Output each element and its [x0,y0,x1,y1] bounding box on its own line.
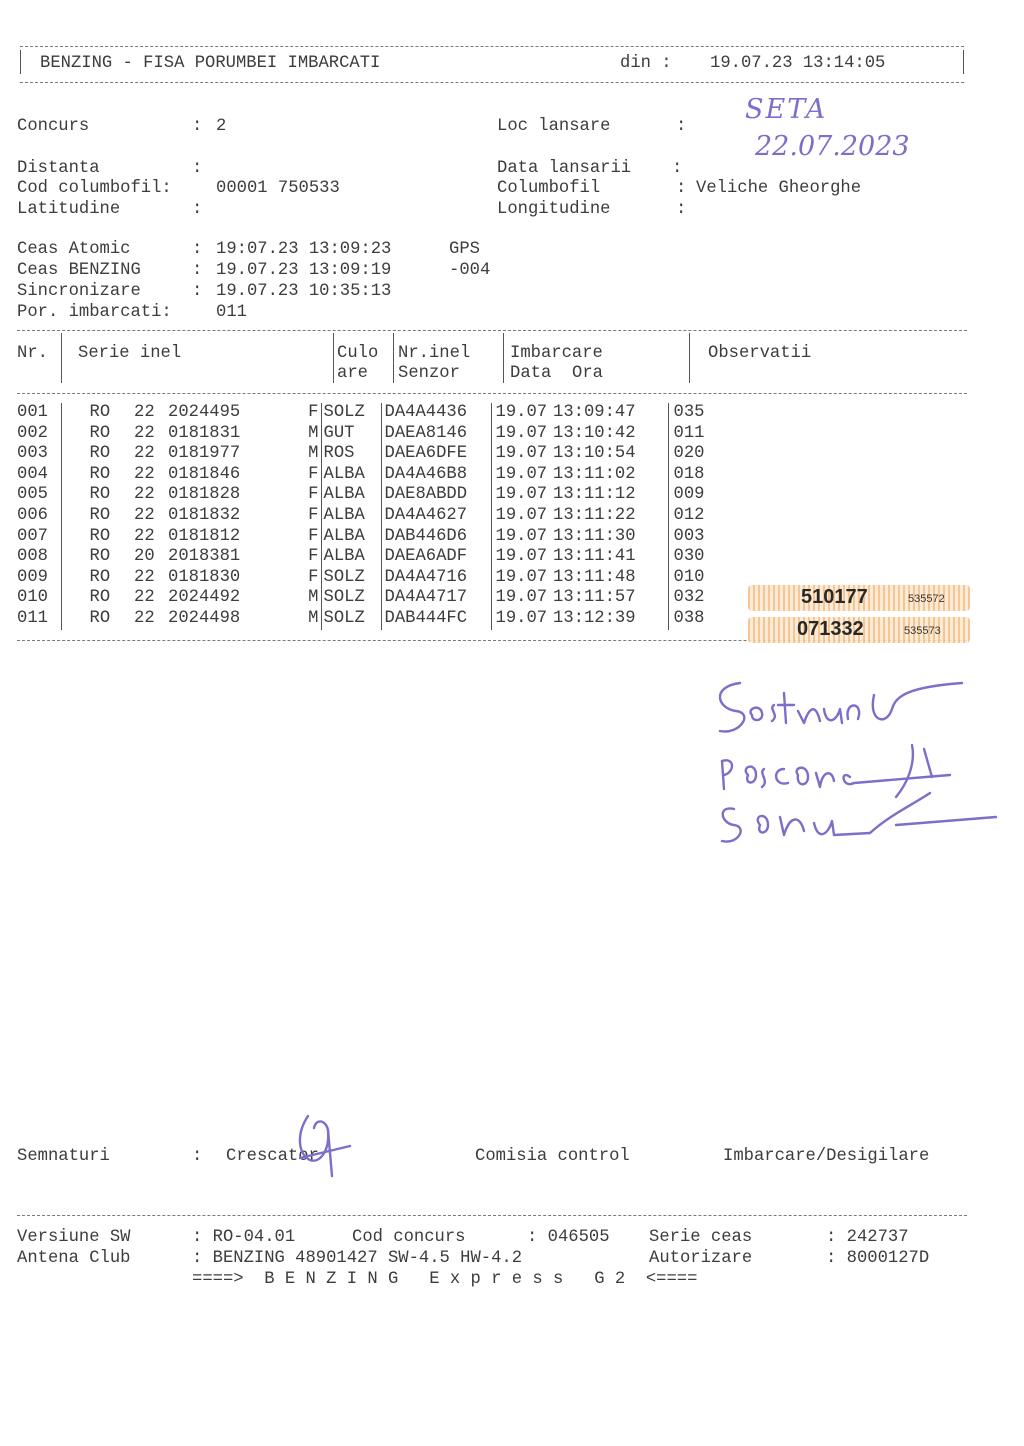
header-din-label: din : [620,54,672,73]
data-lansarii-colon: : [672,159,683,178]
row-sensor: DAB446D6 [381,527,491,548]
row-year: 22 [134,485,155,505]
row-sensor: DA4A4717 [381,588,491,609]
row-nr: 001 [17,403,48,422]
concurs-colon: : [192,117,203,136]
row-country: RO [61,506,134,527]
distanta-colon: : [192,159,203,178]
ceas-benzing-value: 19.07.23 13:09:19 [216,261,392,280]
serie-ceas-value: : 242737 [826,1228,909,1247]
row-date: 19.07 [491,506,553,527]
row-time: 13:11:57 [553,588,636,608]
table-row [17,444,728,465]
loc-lansare-colon: : [676,117,687,136]
row-time: 13:11:48 [553,567,636,587]
table-row [17,609,728,630]
columbofil-label: Columbofil [497,179,601,198]
row-date: 19.07 [491,568,553,589]
por-imbarcati-label: Por. imbarcati: [17,303,172,322]
row-ring: 0181831 [168,423,241,443]
seal-code-1: 510177 [801,586,868,608]
header-right-bar [963,50,964,74]
row-nr: 008 [17,547,48,567]
columbofil-value: Veliche Gheorghe [696,179,862,198]
row-year: 22 [134,423,155,443]
comisia-control-label: Comisia control [475,1147,630,1166]
row-sensor: DAE8ABDD [381,485,491,506]
table-col-divider-senzor [503,333,504,383]
row-ring: 2024492 [168,588,241,608]
handwritten-data-lansarii: 22.07.2023 [755,131,910,162]
row-country: RO [61,588,134,609]
row-country: RO [61,527,134,548]
versiune-sw-value: : RO-04.01 [192,1228,296,1247]
table-header-rule [17,393,967,394]
col-header-data: Data [510,364,552,383]
row-color: GUT [321,424,381,445]
cod-concurs-label: Cod concurs [352,1228,466,1247]
ceas-atomic-value: 19:07.23 13:09:23 [216,240,392,259]
antena-club-value: : BENZING 48901427 SW-4.5 HW-4.2 [192,1249,523,1268]
row-date: 19.07 [491,465,553,486]
row-obs: 012 [668,506,728,527]
row-sex: M [308,423,319,443]
data-lansarii-label: Data lansarii [497,159,632,178]
row-year: 22 [134,567,155,587]
row-date: 19.07 [491,547,553,568]
distanta-label: Distanta [17,159,100,178]
row-year: 22 [134,588,155,608]
row-color: ROS [321,444,381,465]
sincronizare-value: 19.07.23 10:35:13 [216,282,392,301]
row-sensor: DAEA6DFE [381,444,491,465]
row-nr: 002 [17,423,48,443]
crescator-signature [280,1110,360,1190]
latitudine-colon: : [192,200,203,219]
row-obs: 011 [668,424,728,445]
sincronizare-colon: : [192,282,203,301]
concurs-value: 2 [216,117,227,136]
row-year: 20 [134,547,155,567]
row-date: 19.07 [491,424,553,445]
row-nr: 003 [17,444,48,464]
row-date: 19.07 [491,444,553,465]
row-sex: F [308,403,319,422]
row-date: 19.07 [491,403,553,424]
header-din-value: 19.07.23 13:14:05 [710,54,886,73]
row-country: RO [61,609,134,630]
row-nr: 005 [17,485,48,505]
serie-ceas-label: Serie ceas [649,1228,753,1247]
header-top-rule [20,46,964,47]
row-ring: 0181812 [168,526,241,546]
ceas-atomic-colon: : [192,240,203,259]
row-color: ALBA [321,547,381,568]
row-sex: M [308,444,319,464]
row-country: RO [61,403,134,424]
row-color: ALBA [321,485,381,506]
row-sex: F [308,567,319,587]
loc-lansare-label: Loc lansare [497,117,611,136]
cod-columbofil-label: Cod columbofil: [17,179,172,198]
row-time: 13:09:47 [553,403,636,422]
boarded-pigeons-table [17,403,728,630]
row-sex: F [308,464,319,484]
semnaturi-colon: : [192,1147,203,1166]
ceas-atomic-label: Ceas Atomic [17,240,131,259]
row-year: 22 [134,608,155,628]
row-time: 13:10:54 [553,444,636,464]
col-header-senzor: Senzor [398,364,460,383]
row-sex: F [308,485,319,505]
imbarcare-desigilare-label: Imbarcare/Desigilare [723,1147,930,1166]
col-header-nr: Nr. [17,344,48,363]
header-left-bar [20,50,21,74]
row-ring: 0181832 [168,505,241,525]
row-nr: 007 [17,526,48,546]
row-sex: F [308,505,319,525]
benzing-express-banner: ====> B E N Z I N G E x p r e s s G 2 <==== [192,1270,698,1289]
autorizare-value: : 8000127D [826,1249,930,1268]
table-top-rule [17,330,967,331]
row-date: 19.07 [491,527,553,548]
row-nr: 009 [17,567,48,587]
header-title: BENZING - FISA PORUMBEI IMBARCATI [40,54,381,73]
seal-small-code-2: 535573 [904,625,941,637]
table-row [17,506,728,527]
row-sensor: DAEA6ADF [381,547,491,568]
col-header-are: are [337,364,368,383]
table-col-divider-imbarcare [689,333,690,383]
col-header-culo: Culo [337,344,379,363]
row-color: SOLZ [321,588,381,609]
table-row [17,588,728,609]
row-obs: 010 [668,568,728,589]
row-sensor: DAEA8146 [381,424,491,445]
row-sensor: DA4A4436 [381,403,491,424]
autorizare-label: Autorizare [649,1249,753,1268]
concurs-label: Concurs [17,117,90,136]
row-country: RO [61,485,134,506]
seal-code-2: 071332 [797,618,864,640]
crescator-label: Crescator [226,1147,319,1166]
row-time: 13:11:41 [553,547,636,567]
table-row [17,424,728,445]
antena-club-label: Antena Club [17,1249,131,1268]
cod-concurs-value: : 046505 [527,1228,610,1247]
col-header-serie-inel: Serie inel [78,344,182,363]
handwritten-loc-lansare: SETA [745,94,828,125]
seal-sticker-2 [748,617,970,643]
table-row [17,465,728,486]
ceas-benzing-colon: : [192,261,203,280]
sincronizare-label: Sincronizare [17,282,141,301]
row-ring: 0181830 [168,567,241,587]
row-year: 22 [134,403,155,422]
row-year: 22 [134,444,155,464]
row-time: 13:11:30 [553,526,636,546]
row-date: 19.07 [491,609,553,630]
row-time: 13:11:22 [553,505,636,525]
row-year: 22 [134,464,155,484]
table-col-divider-serie [333,333,334,383]
table-row [17,403,728,424]
row-obs: 038 [668,609,728,630]
row-sensor: DA4A4627 [381,506,491,527]
row-sensor: DAB444FC [381,609,491,630]
row-ring: 0181977 [168,444,241,464]
row-country: RO [61,444,134,465]
row-country: RO [61,547,134,568]
row-color: SOLZ [321,609,381,630]
row-obs: 009 [668,485,728,506]
row-nr: 010 [17,588,48,608]
row-ring: 0181828 [168,485,241,505]
row-obs: 032 [668,588,728,609]
row-year: 22 [134,505,155,525]
table-col-divider-nr [61,333,62,383]
longitudine-label: Longitudine [497,200,611,219]
col-header-ora: Ora [572,364,603,383]
row-country: RO [61,568,134,589]
row-nr: 006 [17,505,48,525]
row-ring: 2018381 [168,547,241,567]
row-sensor: DA4A4716 [381,568,491,589]
row-sex: M [308,608,319,628]
ceas-benzing-label: Ceas BENZING [17,261,141,280]
ceas-benzing-suffix: -004 [449,261,491,280]
table-row [17,568,728,589]
table-row [17,485,728,506]
col-header-nr-inel: Nr.inel [398,344,471,363]
row-nr: 004 [17,464,48,484]
col-header-observatii: Observatii [708,344,812,363]
row-color: SOLZ [321,568,381,589]
seal-sticker-1 [748,585,970,611]
row-time: 13:11:02 [553,464,636,484]
col-header-imbarcare: Imbarcare [510,344,603,363]
row-year: 22 [134,526,155,546]
longitudine-colon: : [676,200,687,219]
latitudine-label: Latitudine [17,200,121,219]
row-country: RO [61,465,134,486]
table-row [17,547,728,568]
commission-signatures [700,665,1000,855]
row-obs: 030 [668,547,728,568]
row-obs: 018 [668,465,728,486]
seal-small-code-1: 535572 [908,593,945,605]
row-date: 19.07 [491,485,553,506]
row-time: 13:12:39 [553,608,636,628]
row-time: 13:10:42 [553,423,636,443]
row-sensor: DA4A46B8 [381,465,491,486]
header-bottom-rule [20,82,964,83]
row-obs: 003 [668,527,728,548]
table-col-divider-culo [393,333,394,383]
table-body [17,403,728,630]
footer-top-rule [17,1215,967,1216]
row-color: ALBA [321,465,381,486]
por-imbarcati-value: 011 [216,303,247,322]
row-color: SOLZ [321,403,381,424]
row-obs: 020 [668,444,728,465]
ceas-atomic-suffix: GPS [449,240,480,259]
row-date: 19.07 [491,588,553,609]
row-nr: 011 [17,608,48,628]
row-ring: 0181846 [168,464,241,484]
row-country: RO [61,424,134,445]
row-ring: 2024495 [168,403,241,422]
columbofil-colon: : [676,179,687,198]
row-color: ALBA [321,527,381,548]
row-sex: F [308,547,319,567]
versiune-sw-label: Versiune SW [17,1228,131,1247]
row-time: 13:11:12 [553,485,636,505]
semnaturi-label: Semnaturi [17,1147,110,1166]
row-sex: F [308,526,319,546]
row-color: ALBA [321,506,381,527]
cod-columbofil-value: 00001 750533 [216,179,340,198]
row-sex: M [308,588,319,608]
row-ring: 2024498 [168,608,241,628]
row-obs: 035 [668,403,728,424]
table-row [17,527,728,548]
